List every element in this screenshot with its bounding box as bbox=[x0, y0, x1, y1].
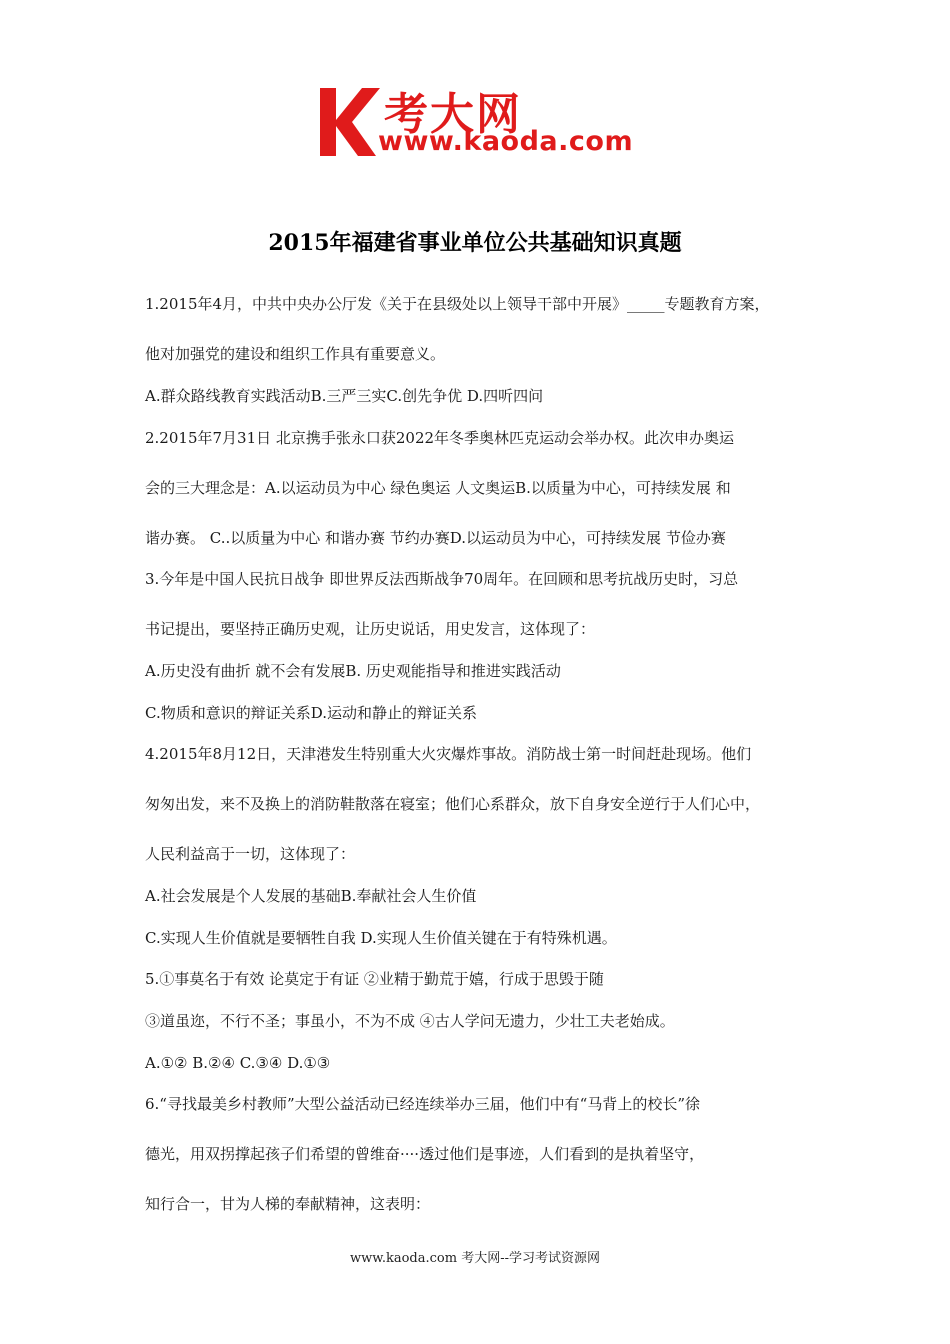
page-footer: www.kaoda.com 考大网--学习考试资源网 bbox=[350, 1251, 600, 1266]
text-line: C.实现人生价值就是要牺牲自我 D.实现人生价值关键在于有特殊机遇。 bbox=[145, 929, 617, 947]
text-line: A.社会发展是个人发展的基础B.奉献社会人生价值 bbox=[145, 887, 477, 905]
text-line: A.群众路线教育实践活动B.三严三实C.创先争优 D.四听四问 bbox=[145, 387, 544, 405]
text-line: A.历史没有曲折 就不会有发展B. 历史观能指导和推进实践活动 bbox=[145, 662, 561, 680]
text-line: 人民利益高于一切，这体现了： bbox=[145, 845, 356, 863]
logo-brand-url: www.kaoda.com bbox=[378, 126, 634, 157]
text-line: 知行合一，甘为人梯的奉献精神，这表明： bbox=[145, 1195, 431, 1213]
text-line: C.物质和意识的辩证关系D.运动和静止的辩证关系 bbox=[145, 704, 477, 722]
text-line: 4.2015年8月12日，天津港发生特别重大火灾爆炸事故。消防战士第一时间赶赴现场。他们 bbox=[145, 745, 752, 763]
page-title: 2015年福建省事业单位公共基础知识真题 bbox=[268, 230, 682, 256]
text-line: ③道虽迩，不行不圣；事虽小，不为不成 ④古人学问无遗力，少壮工夫老始成。 bbox=[145, 1012, 675, 1030]
k-logo-icon bbox=[318, 82, 384, 160]
kaoda-logo bbox=[318, 82, 638, 160]
text-line: 2.2015年7月31日 北京携手张永口获2022年冬季奥林匹克运动会举办权。此次申办奥运 bbox=[145, 429, 735, 447]
text-line: 书记提出，要坚持正确历史观，让历史说话，用史发言，这体现了： bbox=[145, 620, 596, 638]
text-line: 1.2015年4月，中共中央办公厅发《关于在县级处以上领导干部中开展》_____专题教育方案， bbox=[145, 295, 770, 313]
text-line: 匆匆出发，来不及换上的消防鞋散落在寝室；他们心系群众，放下自身安全逆行于人们心中， bbox=[145, 795, 761, 813]
text-line: 谐办赛。 C..以质量为中心 和谐办赛 节约办赛D.以运动员为中心，可持续发展 节俭办赛 bbox=[145, 529, 726, 547]
text-line: 德光，用双拐撑起孩子们希望的曾维奋····透过他们是事迹，人们看到的是执着坚守， bbox=[145, 1145, 705, 1163]
text-line: 6.“寻找最美乡村教师”大型公益活动已经连续举办三届，他们中有“马背上的校长”徐 bbox=[145, 1095, 700, 1113]
text-line: 他对加强党的建设和组织工作具有重要意义。 bbox=[145, 345, 446, 363]
text-line: 3.今年是中国人民抗日战争 即世界反法西斯战争70周年。在回顾和思考抗战历史时，习总 bbox=[145, 570, 739, 588]
text-line: A.①② B.②④ C.③④ D.①③ bbox=[145, 1054, 331, 1072]
text-line: 5.①事莫名于有效 论莫定于有证 ②业精于勤荒于嬉，行成于思毁于随 bbox=[145, 970, 604, 988]
text-line: 会的三大理念是：A.以运动员为中心 绿色奥运 人文奥运B.以质量为中心，可持续发展 和 bbox=[145, 479, 731, 497]
logo-brand-cn: 考大网 bbox=[384, 89, 522, 140]
